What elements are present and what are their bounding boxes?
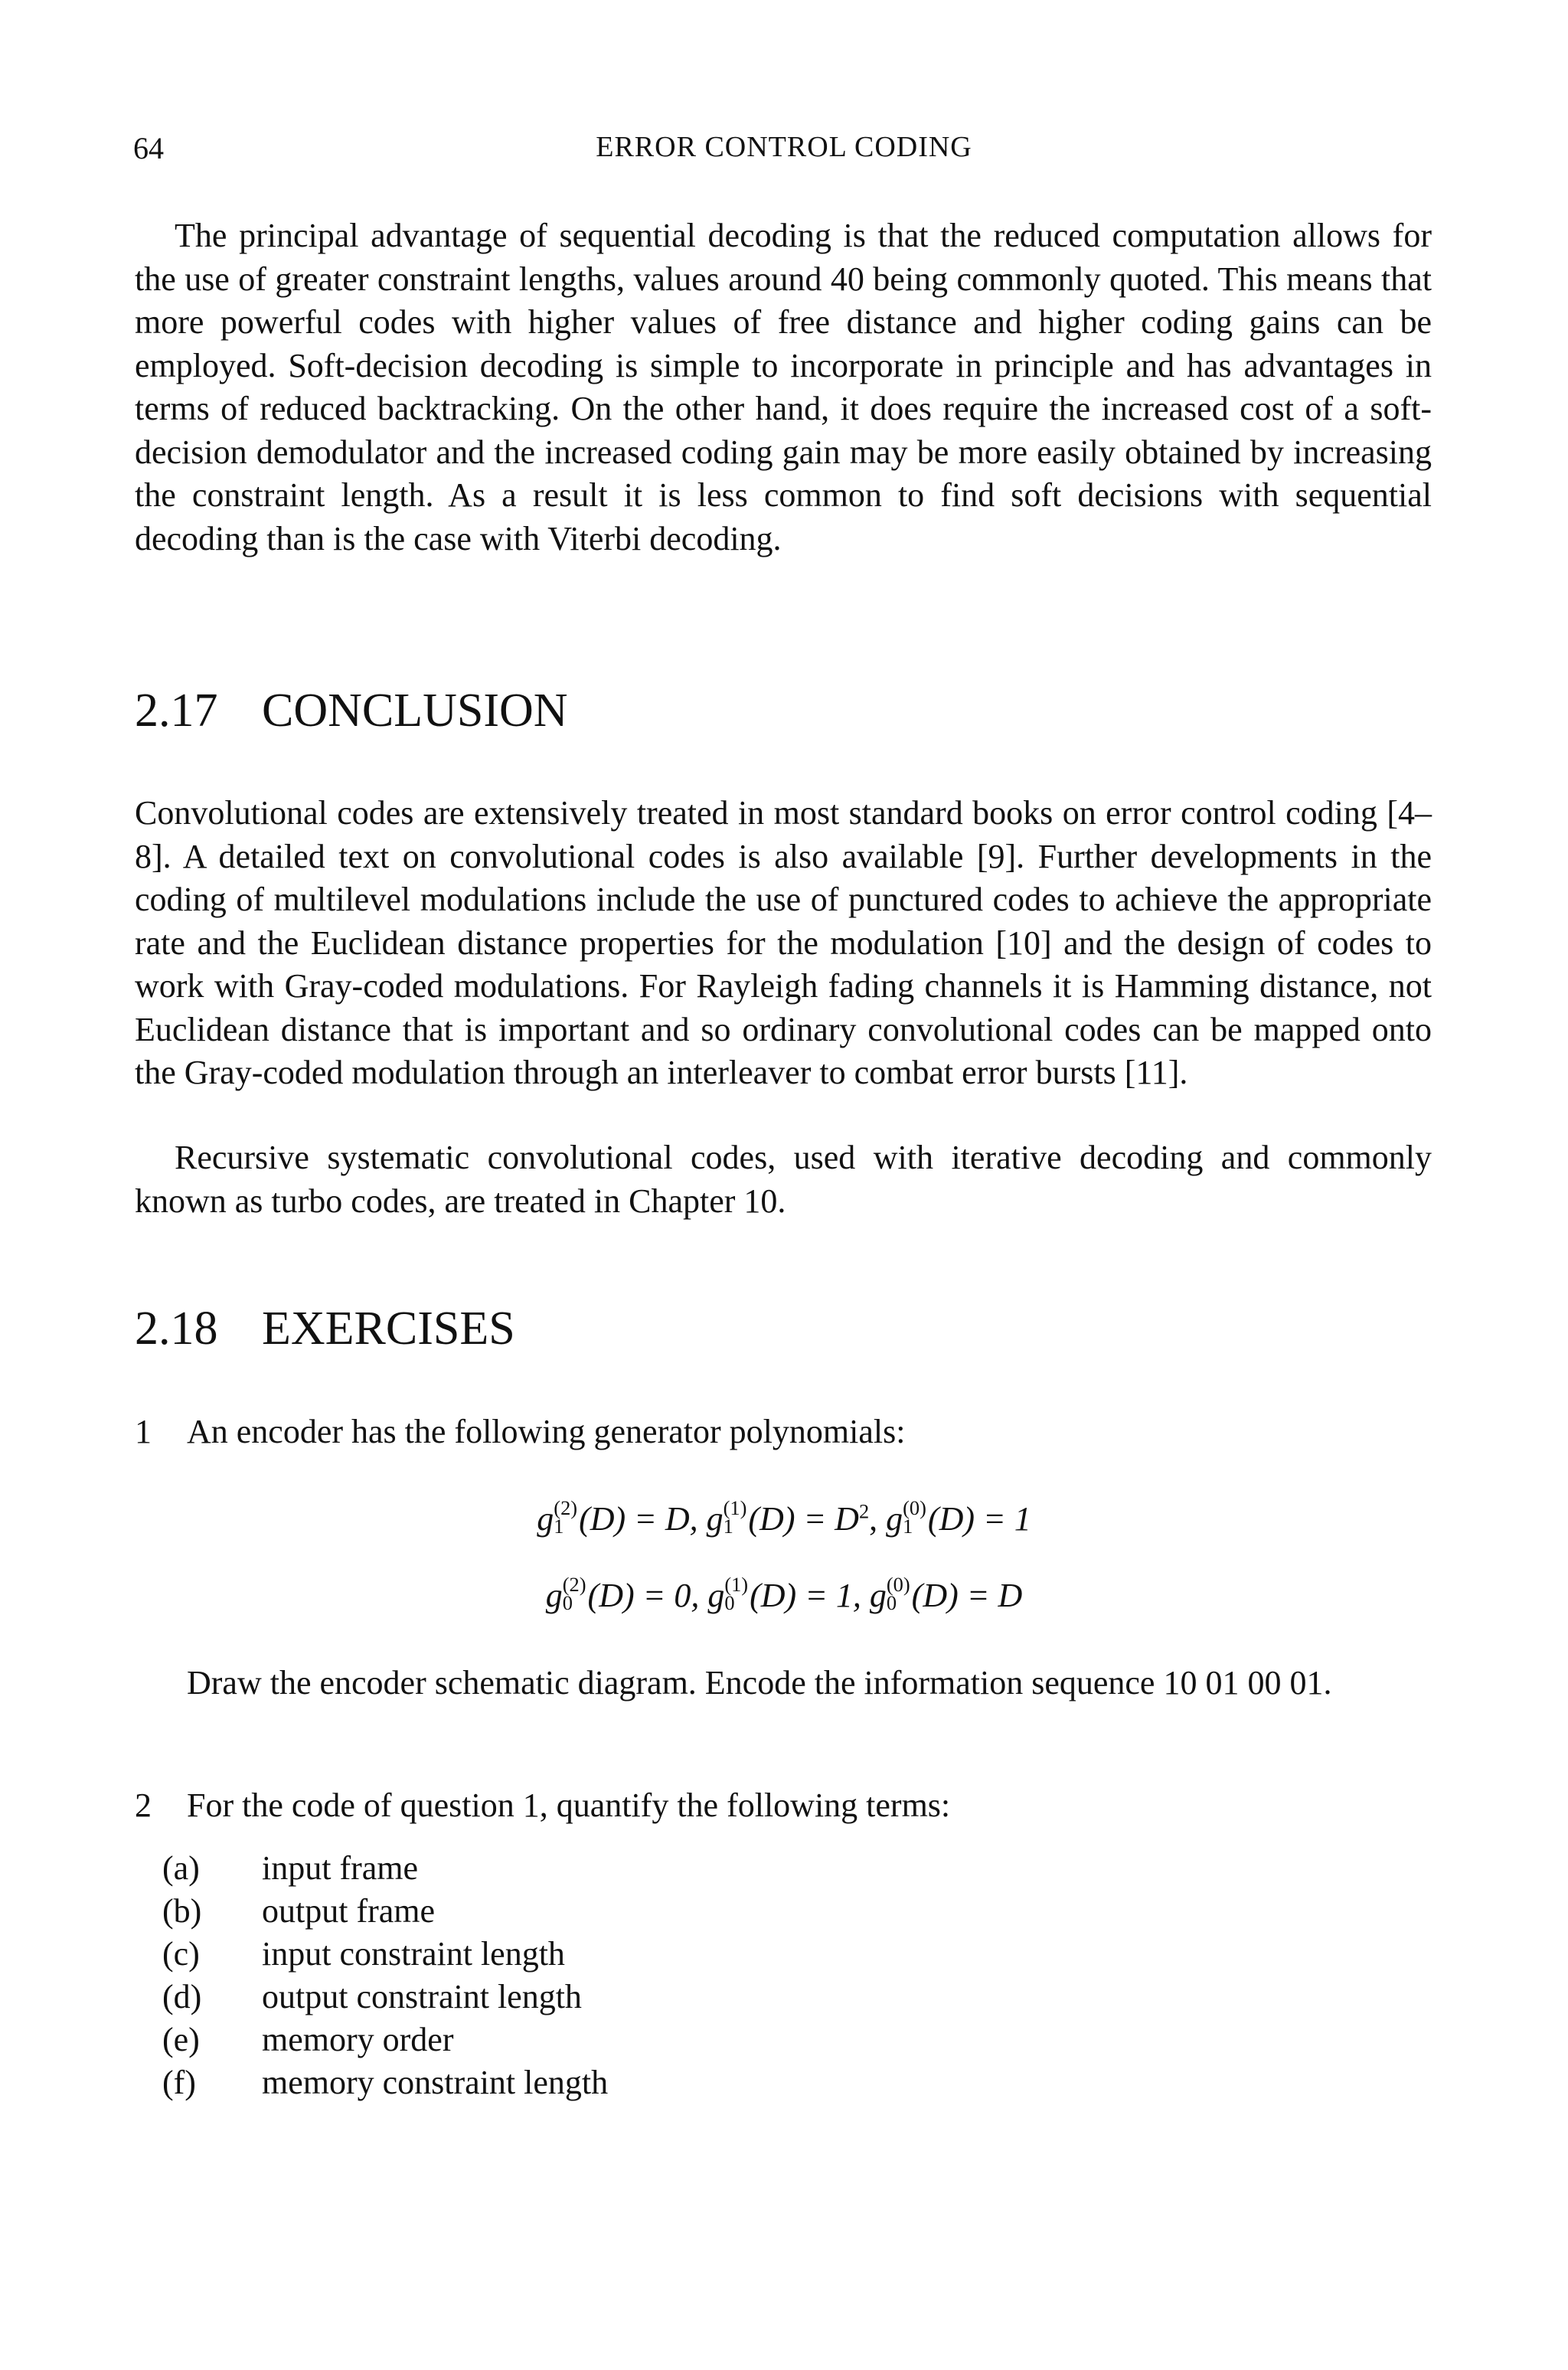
equation-line-2: g (2) 0 (D) = 0, g (1) 0 (D) = 1, g (0) 0 (D) = D xyxy=(545,1573,1023,1614)
equation-line-1: g (2) 1 (D) = D, g (1) 1 $(D) = D^2$, g (0) 1 (D) = 1 xyxy=(537,1496,1031,1538)
list-item: (d) output constraint length xyxy=(162,1978,582,2015)
exercise-followup: Draw the encoder schematic diagram. Encode the information sequence 10 01 00 01. xyxy=(187,1664,1332,1701)
list-item: (f) memory constraint length xyxy=(162,2064,609,2101)
list-item: (c) input constraint length xyxy=(162,1935,565,1973)
section-title: EXERCISES xyxy=(262,1303,515,1355)
section-title: CONCLUSION xyxy=(262,685,568,737)
section-heading-exercises xyxy=(135,1302,515,1356)
page-header xyxy=(133,130,1435,176)
exercise-number: 2 xyxy=(135,1786,152,1824)
section-number: 2.17 xyxy=(135,685,218,737)
exercise-text: An encoder has the following generator polynomials: xyxy=(187,1413,906,1450)
exercise-number: 1 xyxy=(135,1413,152,1450)
list-item: (b) output frame xyxy=(162,1892,436,1930)
exercise-term-list xyxy=(162,1847,608,2104)
conclusion-paragraph-1: Convolutional codes are extensively treated in most standard books on error control coding [4–8]. A detailed text on convolutional codes is also available [9]. Further developments in the coding of multilevel modulations include the use of punctured codes to achieve the appropriate rate and the Euclidean distance properties for the modulation [10] and the design of codes to work with Gray-coded modulations. For Rayleigh fading channels it is Hamming distance, not Euclidean distance that is important and so ordinary convolutional codes can be mapped onto the Gray-coded modulation through an interleaver to combat error bursts [11]. xyxy=(135,794,1432,1091)
intro-paragraph: The principal advantage of sequential decoding is that the reduced computation allows for the use of greater constraint lengths, values around 40 being commonly quoted. This means that more powerful codes with higher values of free distance and higher coding gains can be employed. Soft-decision decoding is simple to incorporate in principle and has advantages in terms of reduced backtracking. On the other hand, it does require the increased cost of a soft-decision demodulator and the increased coding gain may be more easily obtained by increasing the constraint length. As a result it is less common to find soft decisions with sequential decoding than is the case with Viterbi decoding. xyxy=(135,217,1432,557)
section-heading-conclusion xyxy=(135,684,568,738)
list-item: (e) memory order xyxy=(162,2021,454,2058)
running-head: ERROR CONTROL CODING xyxy=(596,131,972,163)
conclusion-paragraph-2: Recursive systematic convolutional codes, used with iterative decoding and commonly known as turbo codes, are treated in Chapter 10. xyxy=(135,1139,1432,1220)
section-number: 2.18 xyxy=(135,1303,218,1355)
exercise-text: For the code of question 1, quantify the following terms: xyxy=(187,1786,951,1824)
list-item: (a) input frame xyxy=(162,1849,419,1887)
page-number: 64 xyxy=(133,131,164,165)
